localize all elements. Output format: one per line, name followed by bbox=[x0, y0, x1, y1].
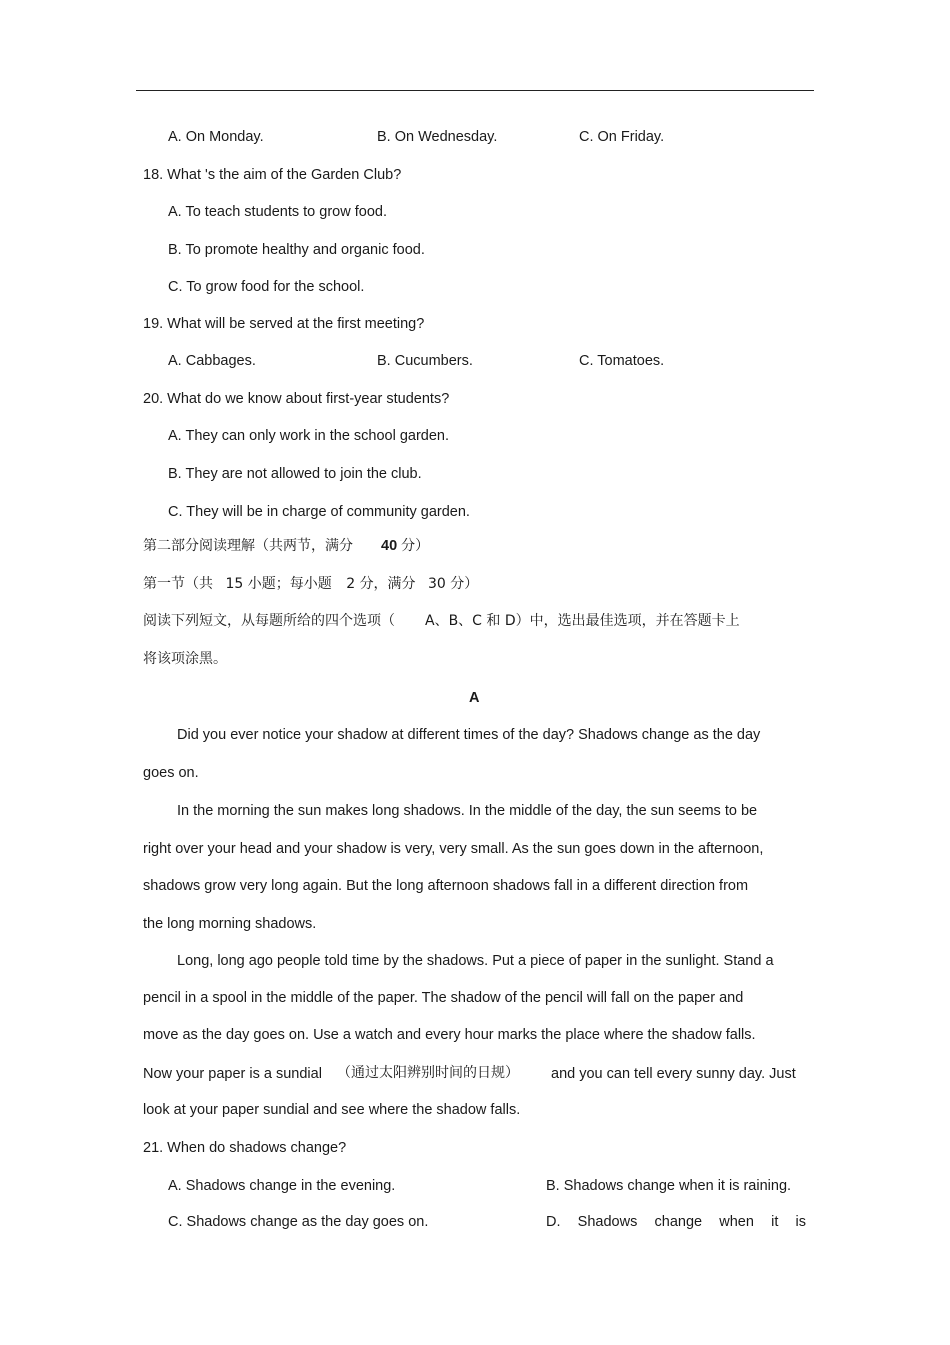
instructions-options: A、B、C bbox=[425, 613, 482, 629]
q21-option-d-word: is bbox=[795, 1214, 806, 1230]
passage-line: Did you ever notice your shadow at different times of the day? Shadows change as the day bbox=[177, 727, 761, 743]
passage-line: Long, long ago people told time by the shadows. Put a piece of paper in the sunlight. Stand a bbox=[177, 953, 774, 969]
q19-option-c: C. Tomatoes. bbox=[579, 353, 665, 369]
passage-line: pencil in a spool in the middle of the paper. The shadow of the pencil will fall on the paper and bbox=[143, 990, 744, 1006]
part2-heading-suffix: 分） bbox=[401, 538, 430, 554]
q21-question: 21. When do shadows change? bbox=[143, 1140, 347, 1156]
q21-option-c: C. Shadows change as the day goes on. bbox=[168, 1214, 429, 1230]
header-rule bbox=[136, 90, 814, 91]
q18-option-a: A. To teach students to grow food. bbox=[168, 204, 387, 220]
passage-line: move as the day goes on. Use a watch and every hour marks the place where the shadow falls. bbox=[143, 1027, 756, 1043]
section1-text-e: 分，满分 bbox=[359, 576, 416, 592]
q21-option-d-word: Shadows bbox=[577, 1214, 638, 1230]
passage-line: In the morning the sun makes long shadows. In the middle of the day, the sun seems to be bbox=[177, 803, 758, 819]
q21-option-d-word: change bbox=[654, 1214, 703, 1230]
q21-option-d-word: it bbox=[771, 1214, 779, 1230]
q20-option-c: C. They will be in charge of community garden. bbox=[168, 504, 470, 520]
passage-last-line: look at your paper sundial and see where the shadow falls. bbox=[143, 1102, 521, 1118]
part2-heading bbox=[143, 537, 429, 555]
passage-line: shadows grow very long again. But the long afternoon shadows fall in a different direction from bbox=[143, 878, 749, 894]
part2-heading-prefix: 第二部分阅读理解（共两节，满分 bbox=[143, 538, 353, 554]
passage-line: goes on. bbox=[143, 765, 199, 781]
passage-line: the long morning shadows. bbox=[143, 916, 317, 932]
q21-option-a: A. Shadows change in the evening. bbox=[168, 1178, 396, 1194]
q17-option-b: B. On Wednesday. bbox=[377, 129, 498, 145]
q20-option-b: B. They are not allowed to join the club. bbox=[168, 466, 422, 482]
section1-text-c: 小题；每小题 bbox=[247, 576, 332, 592]
section1-total: 30 bbox=[428, 576, 446, 592]
passage-title: A bbox=[469, 690, 480, 706]
instructions-text-a: 阅读下列短文，从每题所给的四个选项（ bbox=[143, 613, 395, 629]
q18-option-c: C. To grow food for the school. bbox=[168, 279, 365, 295]
section1-text-a: 第一节（共 bbox=[143, 576, 213, 592]
sundial-text-start: Now your paper is a sundial bbox=[143, 1066, 322, 1082]
section1-per-score: 2 bbox=[346, 576, 356, 592]
q18-question: 18. What 's the aim of the Garden Club? bbox=[143, 167, 402, 183]
q19-question: 19. What will be served at the first meeting? bbox=[143, 316, 425, 332]
sundial-text-end: and you can tell every sunny day. Just bbox=[551, 1066, 796, 1082]
instructions-text-d: D）中，选出最佳选项，并在答题卡上 bbox=[504, 613, 740, 629]
q21-option-d bbox=[546, 1213, 806, 1231]
q20-question: 20. What do we know about first-year students? bbox=[143, 391, 450, 407]
q21-option-b: B. Shadows change when it is raining. bbox=[546, 1178, 792, 1194]
q21-option-d-word: D. bbox=[546, 1214, 561, 1230]
instructions-line2: 将该项涂黑。 bbox=[143, 651, 227, 667]
section1-count: 15 bbox=[225, 576, 244, 592]
q17-option-a: A. On Monday. bbox=[168, 129, 264, 145]
q17-option-c: C. On Friday. bbox=[579, 129, 665, 145]
section1-text-g: 分） bbox=[450, 576, 479, 592]
passage-line: right over your head and your shadow is very, very small. As the sun goes down in the afternoon, bbox=[143, 841, 764, 857]
q18-option-b: B. To promote healthy and organic food. bbox=[168, 242, 425, 258]
q20-option-a: A. They can only work in the school garden. bbox=[168, 428, 450, 444]
q19-option-a: A. Cabbages. bbox=[168, 353, 256, 369]
instructions-line1 bbox=[143, 612, 740, 630]
instructions-and: 和 bbox=[486, 613, 501, 629]
q19-option-b: B. Cucumbers. bbox=[377, 353, 473, 369]
part2-score: 40 bbox=[381, 538, 398, 554]
sundial-chinese-note: （通过太阳辨别时间的日规） bbox=[337, 1065, 519, 1081]
q21-option-d-word: when bbox=[719, 1214, 754, 1230]
section1-heading bbox=[143, 575, 478, 593]
